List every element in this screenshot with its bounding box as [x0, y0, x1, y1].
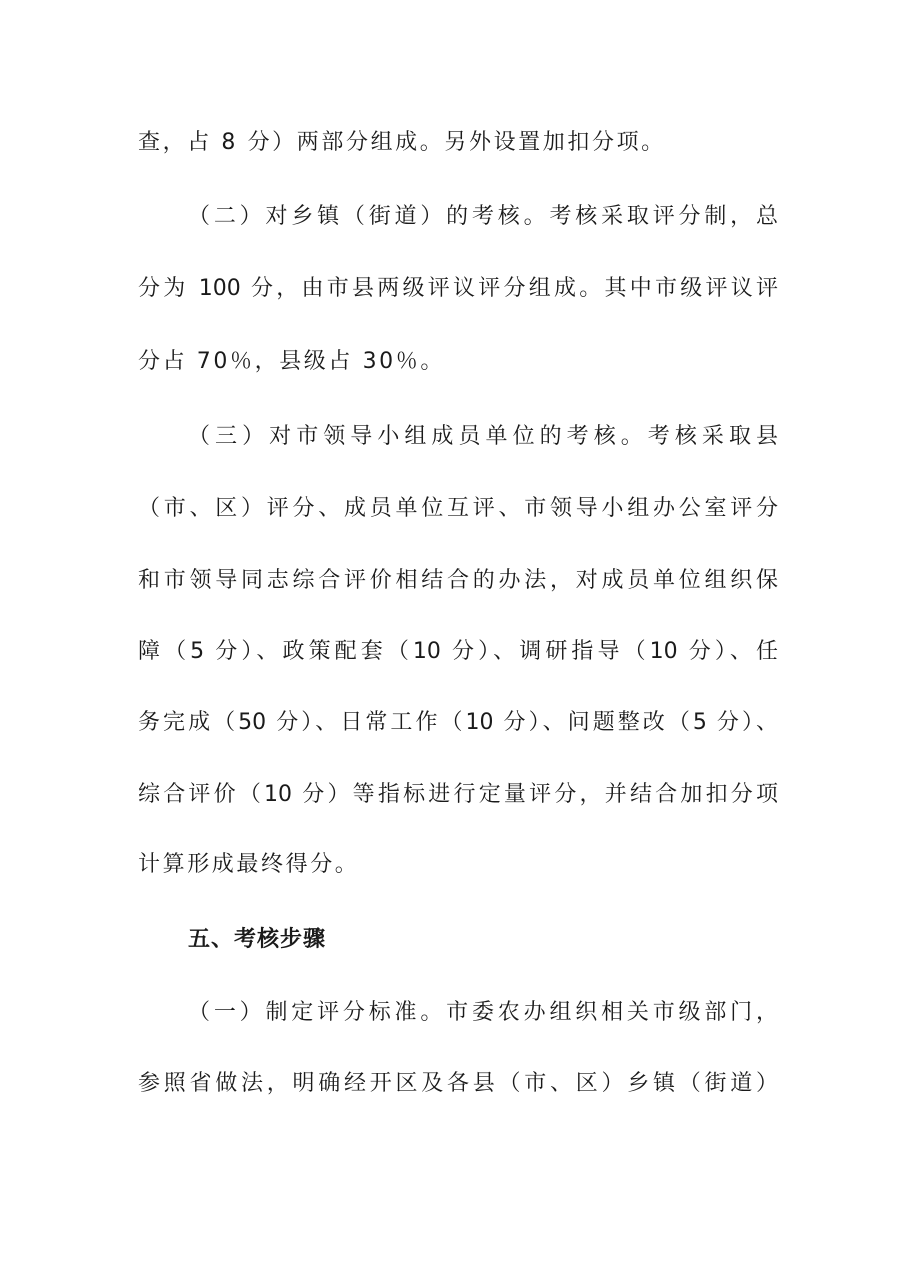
text-line-6: （市、区）评分、成员单位互评、市领导小组办公室评分 [138, 496, 778, 521]
text-line-10: 综合评价（10 分）等指标进行定量评分，并结合加扣分项 [138, 782, 778, 807]
section-heading: 五、考核步骤 [188, 927, 327, 952]
text-line-1: 查，占 8 分）两部分组成。另外设置加扣分项。 [138, 130, 666, 155]
text-line-13: （一）制定评分标准。市委农办组织相关市级部门， [188, 1000, 778, 1025]
text-line-11: 计算形成最终得分。 [138, 852, 360, 877]
text-line-5: （三）对市领导小组成员单位的考核。考核采取县 [188, 424, 778, 449]
text-line-2: （二）对乡镇（街道）的考核。考核采取评分制，总 [188, 204, 778, 229]
text-line-8: 障（5 分）、政策配套（10 分）、调研指导（10 分）、任 [138, 639, 778, 664]
text-line-3: 分为 100 分，由市县两级评议评分组成。其中市级评议评 [138, 276, 778, 301]
text-line-9: 务完成（50 分）、日常工作（10 分）、问题整改（5 分）、 [138, 710, 778, 735]
text-line-14: 参照省做法，明确经开区及各县（市、区）乡镇（街道） [138, 1071, 778, 1096]
text-line-4: 分占 70％，县级占 30％。 [138, 349, 445, 374]
text-line-7: 和市领导同志综合评价相结合的办法，对成员单位组织保 [138, 568, 778, 593]
